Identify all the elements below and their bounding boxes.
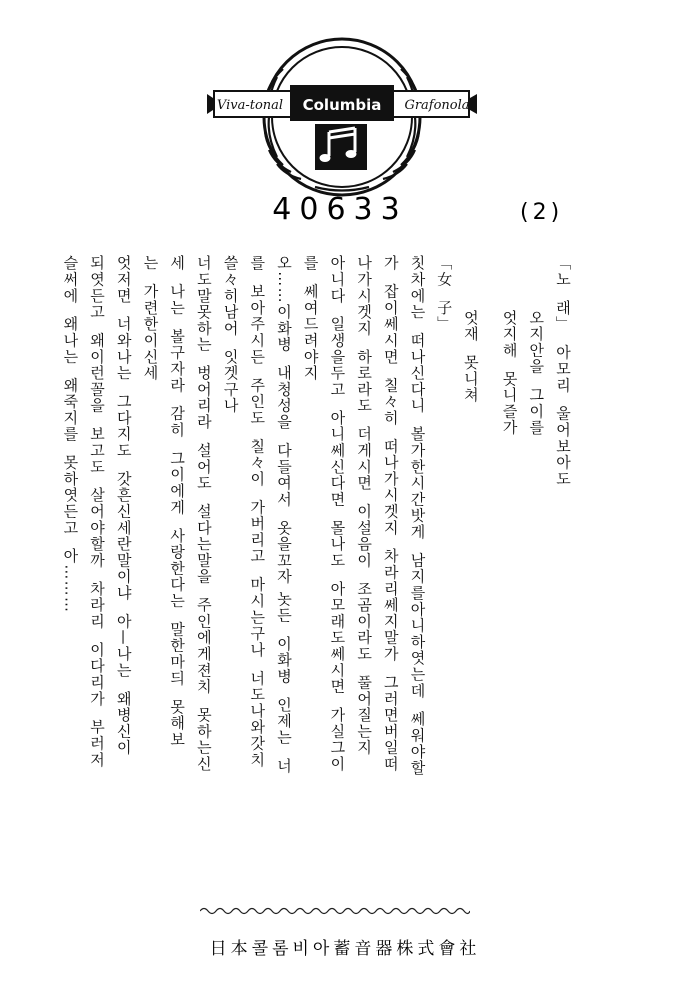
record-number: 40633 xyxy=(272,192,408,227)
columbia-emblem xyxy=(205,32,480,202)
lyric-column-11: 오……이화병 내청성을 다들여서 옷을꼬자 놋든 이화병 인제는 너 xyxy=(274,255,293,774)
lyric-column-10: 를 쎄여드려야지 xyxy=(301,255,320,382)
lyric-column-17: 엇저면 너와나는 그다지도 갓흔신세란말이냐 아—나는 왜병신이 xyxy=(114,255,133,756)
page-number: (2) xyxy=(520,200,564,225)
columbia-logo xyxy=(205,32,480,202)
speaker-label-female: 「女 子」 xyxy=(435,255,454,333)
lyric-column-19: 슬써에 왜나는 왜죽지를 못하엿든고 아……… xyxy=(61,255,80,614)
lyric-column-1: 「노 래」 아모리 울어보아도 xyxy=(554,255,572,488)
lyric-column-7: 가 잡이쎄시면 칠々히 떠나가시겟지 차라리쎄지말가 그러면버일떠 xyxy=(381,255,400,773)
lyric-column-3: 엇지해 못니즐가 xyxy=(500,255,519,436)
music-note-icon xyxy=(315,124,367,170)
lyric-column-14: 너도말못하는 벙어리라 설어도 설다는말을 주인에게젼치 못하는신 xyxy=(194,255,213,773)
company-name: 日本콜롬비아蓄音器株式會社 xyxy=(209,939,481,959)
lyric-column-15: 세 나는 볼구자라 감히 그이에게 사랑한다는 말한마듸 못해보 xyxy=(168,255,187,748)
lyric-column-9: 아니다 일생을두고 아니쎄신다면 몰나도 아모래도쎄시면 가실그이 xyxy=(328,255,347,773)
logo-left-text: Viva-tonal xyxy=(216,98,284,113)
lyric-column-13: 쓸々히남어 잇겟구나 xyxy=(221,255,240,414)
logo-right-text: Grafonola xyxy=(404,98,470,113)
lyric-column-4: 엇재 못니쳐 xyxy=(461,255,480,404)
lyric-column-6: 칫차에는 떠나신다니 볼가한시간밧게 남지를아니하엿는데 쎄워야할 xyxy=(408,255,427,777)
lyric-column-12: 를 보아주시든 주인도 칠々이 가버리고 마시는구나 너도나와갓치 xyxy=(248,255,267,768)
lyric-column-18: 되엿든고 왜이런꼴을 보고도 살어야할까 차라리 이다리가 부러저 xyxy=(88,255,107,768)
logo-center-text: Columbia xyxy=(302,96,382,114)
lyrics-text xyxy=(61,255,576,915)
lyric-column-16: 는 가련한이신세 xyxy=(141,255,160,382)
lyric-column-2: 오지안을 그이를 xyxy=(527,255,546,436)
wavy-divider xyxy=(200,905,470,917)
lyric-column-8: 나가시겟지 하로라도 더게시면 이설음이 조곰이라도 풀어질는지 xyxy=(355,255,374,756)
